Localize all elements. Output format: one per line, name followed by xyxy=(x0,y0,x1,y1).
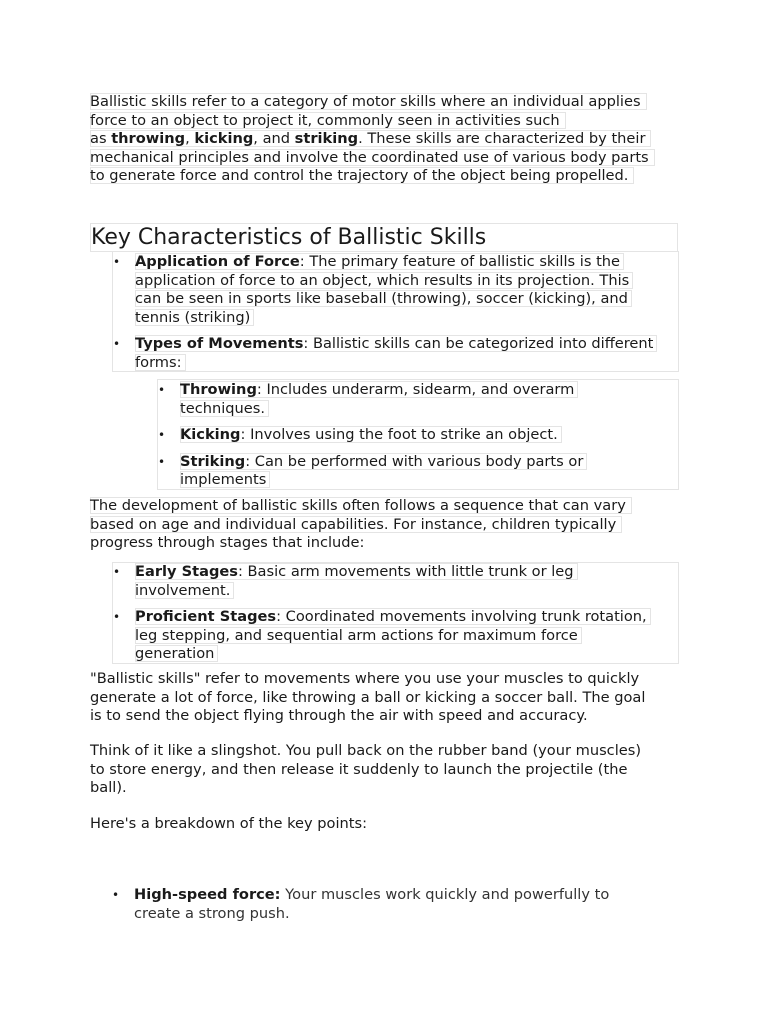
term-striking-type: Striking xyxy=(180,452,246,470)
development-paragraph: The development of ballistic skills often follows a sequence that can vary based on age and individual capabilities. For instance, children typically progress through stages that include: xyxy=(90,497,678,553)
term-kicking: kicking xyxy=(194,130,254,148)
term-kicking-type: Kicking xyxy=(180,426,241,444)
movement-types-list xyxy=(157,379,679,490)
list-item: • Throwing: Includes underarm, sidearm, and overarm techniques. xyxy=(158,381,678,418)
list-item: • Early Stages: Basic arm movements with little trunk or leg involvement. xyxy=(113,563,678,600)
bullet-icon: • xyxy=(113,255,121,269)
section-heading: Key Characteristics of Ballistic Skills xyxy=(90,223,678,252)
explanation-paragraph: "Ballistic skills" refer to movements where you use your muscles to quickly generate a lot of force, like throwing a ball or kicking a soccer ball. The goal is to send the object flying through the air with speed and accuracy. xyxy=(90,670,646,725)
list-item: • Application of Force: The primary feature of ballistic skills is the application of force to an object, which results in its projection. This can be seen in sports like baseball (throwing), soccer (kicking), and tennis (striking) xyxy=(113,253,678,327)
key-points-list xyxy=(112,886,677,923)
characteristics-list xyxy=(112,251,679,372)
bullet-icon: • xyxy=(158,428,166,443)
bullet-icon: • xyxy=(113,565,121,579)
intro-line-1: Ballistic skills refer to a category of motor skills where an individual applies xyxy=(90,93,647,110)
term-proficient-stages: Proficient Stages xyxy=(135,608,277,626)
term-throwing: throwing xyxy=(111,130,186,148)
list-item: • Proficient Stages: Coordinated movements involving trunk rotation, leg stepping, and sequential arm actions for maximum force generation xyxy=(113,608,678,664)
intro-line-5: to generate force and control the trajectory of the object being propelled. xyxy=(90,167,634,184)
term-early-stages: Early Stages xyxy=(135,563,238,580)
intro-line-3: as throwing, kicking, and striking. These skills are characterized by their xyxy=(90,130,651,147)
bullet-icon: • xyxy=(158,454,166,469)
term-throwing-type: Throwing xyxy=(180,381,257,398)
intro-paragraph xyxy=(90,93,678,186)
term-types-of-movements: Types of Movements xyxy=(135,335,304,353)
list-item: • Striking: Can be performed with various body parts or implements xyxy=(158,453,678,490)
bullet-icon: • xyxy=(158,383,166,397)
list-item: • Types of Movements: Ballistic skills can be categorized into different forms: xyxy=(113,335,678,372)
term-application-of-force: Application of Force xyxy=(135,253,300,270)
term-high-speed-force: High-speed force: xyxy=(134,886,281,903)
list-item: • High-speed force: Your muscles work quickly and powerfully to create a strong push. xyxy=(112,886,610,922)
slingshot-paragraph: Think of it like a slingshot. You pull back on the rubber band (your muscles) to store energy, and then release it suddenly to launch the projectile (the ball). xyxy=(90,742,642,797)
term-striking: striking xyxy=(294,130,359,148)
bullet-icon: • xyxy=(112,888,120,902)
breakdown-intro: Here's a breakdown of the key points: xyxy=(90,815,367,832)
intro-line-4: mechanical principles and involve the coordinated use of various body parts xyxy=(90,149,655,166)
intro-line-2: force to an object to project it, commonly seen in activities such xyxy=(90,112,566,129)
list-item: • Kicking: Involves using the foot to strike an object. xyxy=(158,426,678,445)
bullet-icon: • xyxy=(113,610,121,625)
bullet-icon: • xyxy=(113,337,121,352)
stages-list xyxy=(112,562,679,664)
